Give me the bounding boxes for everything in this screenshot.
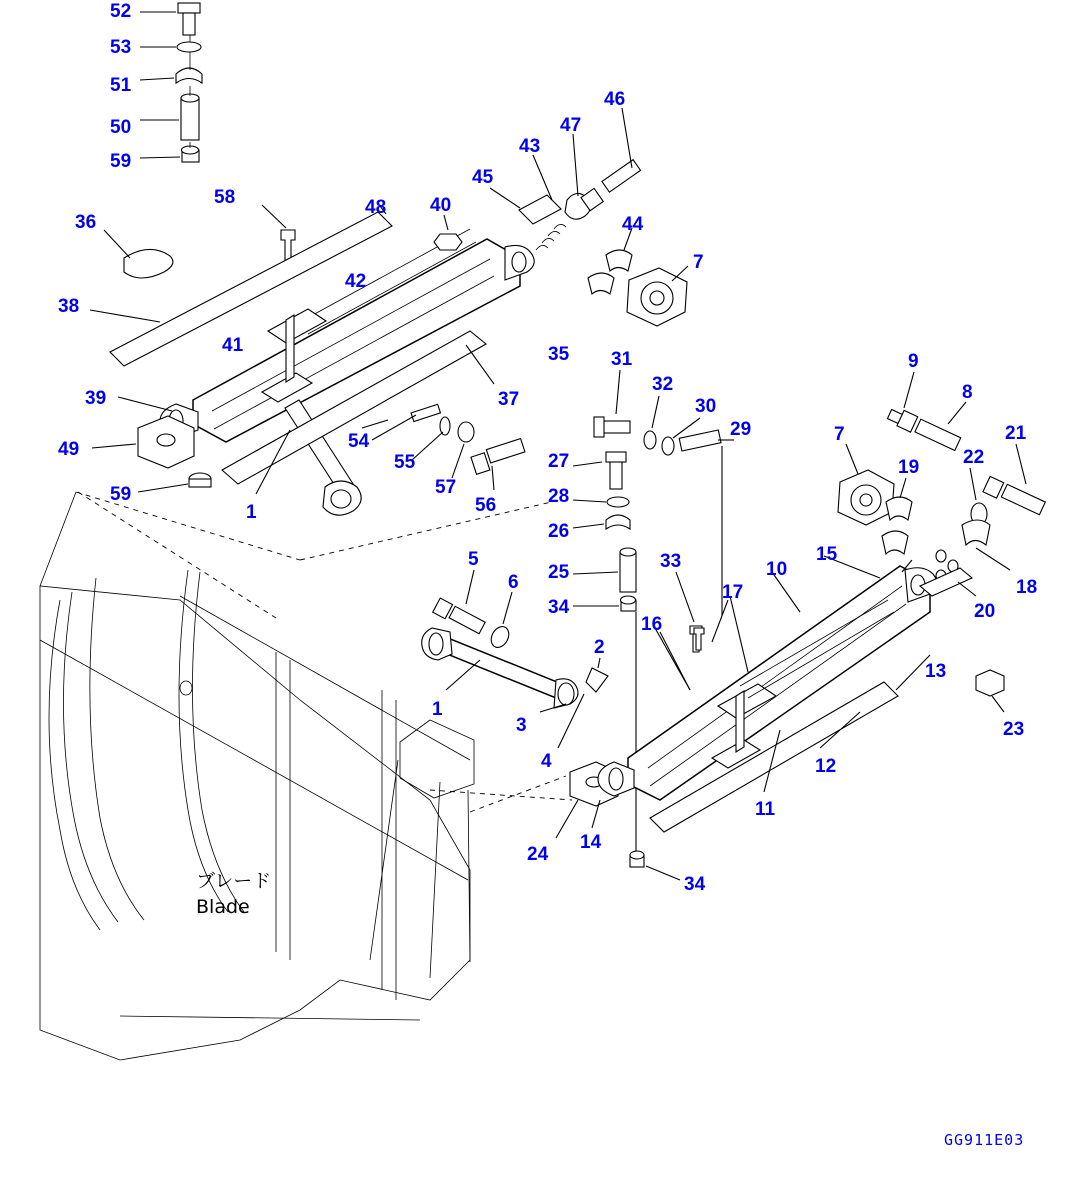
- callout-53: 53: [110, 37, 132, 58]
- callout-54: 54: [348, 431, 370, 452]
- callout-14: 14: [580, 832, 602, 853]
- callout-34-mid: 34: [548, 597, 570, 618]
- callout-27: 27: [548, 451, 570, 472]
- callout-4: 4: [541, 751, 552, 772]
- fastener-stack-top-left: [140, 3, 202, 162]
- lower-link-arm: [422, 570, 618, 838]
- callout-40: 40: [430, 195, 452, 216]
- callout-2: 2: [594, 637, 605, 658]
- callout-6: 6: [508, 572, 519, 593]
- callout-30: 30: [695, 396, 717, 417]
- callout-55: 55: [394, 452, 416, 473]
- callout-33: 33: [660, 551, 682, 572]
- callout-7-lower: 7: [834, 424, 845, 445]
- callout-57: 57: [435, 477, 457, 498]
- callout-26: 26: [548, 521, 570, 542]
- callout-45: 45: [472, 167, 494, 188]
- callout-47: 47: [560, 115, 582, 136]
- document-id: GG911E03: [944, 1131, 1025, 1149]
- callout-59: 59: [110, 151, 132, 172]
- callout-20: 20: [974, 601, 996, 622]
- callout-15: 15: [816, 544, 838, 565]
- callout-48: 48: [365, 197, 387, 218]
- callout-17: 17: [722, 582, 744, 603]
- callout-31: 31: [611, 349, 633, 370]
- callout-44: 44: [622, 214, 644, 235]
- callout-13: 13: [925, 661, 947, 682]
- callout-10: 10: [766, 559, 788, 580]
- callout-24: 24: [527, 844, 549, 865]
- callout-46: 46: [604, 89, 626, 110]
- callout-43: 43: [519, 136, 541, 157]
- callout-36: 36: [75, 212, 97, 233]
- callout-28: 28: [548, 486, 570, 507]
- callout-35: 35: [548, 344, 570, 365]
- callout-12: 12: [815, 756, 837, 777]
- callout-58: 58: [214, 187, 236, 208]
- callout-49: 49: [58, 439, 80, 460]
- callout-50: 50: [110, 117, 132, 138]
- callout-18: 18: [1016, 577, 1038, 598]
- callout-56: 56: [475, 495, 497, 516]
- callout-1-lower: 1: [432, 699, 443, 720]
- callout-51: 51: [110, 75, 132, 96]
- callout-52: 52: [110, 1, 132, 22]
- blade-outline: [40, 492, 572, 1060]
- callout-34-bottom: 34: [684, 874, 706, 895]
- callout-23: 23: [1003, 719, 1025, 740]
- callout-3: 3: [516, 715, 527, 736]
- callout-5: 5: [468, 549, 479, 570]
- callout-25: 25: [548, 562, 570, 583]
- callout-32: 32: [652, 374, 674, 395]
- callout-8: 8: [962, 382, 973, 403]
- callout-19: 19: [898, 457, 920, 478]
- callout-1-upper: 1: [246, 502, 257, 523]
- callout-42: 42: [345, 271, 367, 292]
- callout-38: 38: [58, 296, 80, 317]
- blade-label-jp: ブレード: [196, 870, 272, 892]
- callout-22: 22: [963, 447, 985, 468]
- callout-37: 37: [498, 389, 520, 410]
- callout-16: 16: [641, 614, 663, 635]
- callout-7-upper: 7: [693, 252, 704, 273]
- blade-label-en: Blade: [196, 896, 250, 918]
- callout-11: 11: [755, 799, 776, 820]
- callout-9: 9: [908, 351, 919, 372]
- callout-29: 29: [730, 419, 752, 440]
- callout-39: 39: [85, 388, 107, 409]
- upper-cylinder-assembly: [90, 108, 688, 515]
- callout-21: 21: [1005, 423, 1027, 444]
- callout-41: 41: [222, 335, 244, 356]
- callout-59-lower: 59: [110, 484, 132, 505]
